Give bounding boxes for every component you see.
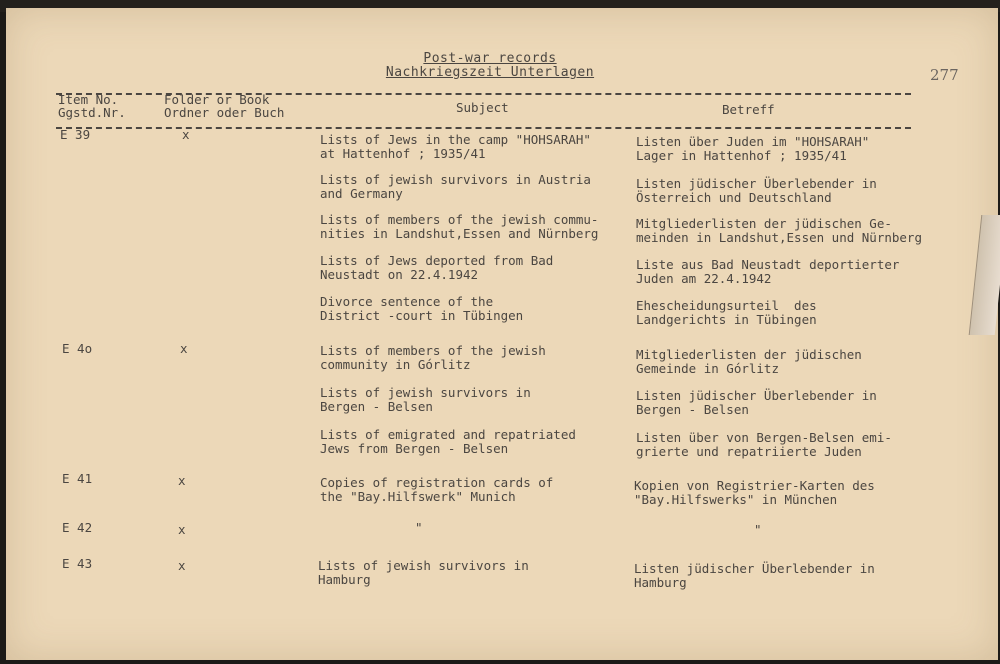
row-betreff: Listen jüdischer Überlebender in Bergen - Belsen <box>636 388 877 417</box>
row-subject: Lists of jewish survivors in Austria and Germany <box>320 172 591 201</box>
row-betreff: Listen jüdischer Überlebender in Hamburg <box>634 561 875 590</box>
row-betreff: Listen über Juden im "HOHSARAH" Lager in Hattenhof ; 1935/41 <box>636 134 870 163</box>
row-subject: " <box>415 520 423 535</box>
header-subject: Subject <box>456 100 509 115</box>
row-item-no: E 4o <box>62 341 93 356</box>
document-title-german: Nachkriegszeit Unterlagen <box>385 65 595 80</box>
row-folder: x <box>178 558 186 573</box>
row-subject: Lists of jewish survivors in Hamburg <box>318 558 529 587</box>
header-item-no: Item No. Ggstd.Nr. <box>58 92 126 120</box>
header-betreff: Betreff <box>722 102 775 117</box>
document-title-english: Post-war records <box>423 51 557 66</box>
row-subject: Lists of members of the jewish commu- nities in Landshut,Essen and Nürnberg <box>320 212 599 241</box>
row-subject: Divorce sentence of the District -court in Tübingen <box>320 294 524 323</box>
row-subject: Copies of registration cards of the "Bay.Hilfswerk" Munich <box>320 475 554 504</box>
row-item-no: E 42 <box>62 520 93 535</box>
page-number: 277 <box>930 66 959 84</box>
header-folder: Folder or Book Ordner oder Buch <box>164 92 285 120</box>
row-betreff: Listen jüdischer Überlebender in Österreich und Deutschland <box>636 176 877 205</box>
row-betreff: Listen über von Bergen-Belsen emi- grierte und repatriierte Juden <box>636 430 892 459</box>
row-folder: x <box>180 341 188 356</box>
row-subject: Lists of jewish survivors in Bergen - Belsen <box>320 385 531 414</box>
row-subject: Lists of Jews in the camp "HOHSARAH" at Hattenhof ; 1935/41 <box>320 132 591 161</box>
row-folder: x <box>178 473 186 488</box>
row-item-no: E 43 <box>62 556 93 571</box>
row-subject: Lists of Jews deported from Bad Neustadt on 22.4.1942 <box>320 253 554 282</box>
row-betreff: Kopien von Registrier-Karten des "Bay.Hilfswerks" in München <box>634 478 875 507</box>
row-betreff: Liste aus Bad Neustadt deportierter Juden am 22.4.1942 <box>636 257 900 286</box>
row-folder: x <box>178 522 186 537</box>
row-betreff: Mitgliederlisten der jüdischen Gemeinde in Górlitz <box>636 347 862 376</box>
row-folder: x <box>182 127 190 142</box>
row-betreff: Mitgliederlisten der jüdischen Ge- meinden in Landshut,Essen und Nürnberg <box>636 216 922 245</box>
row-subject: Lists of members of the jewish community in Górlitz <box>320 343 546 372</box>
row-betreff: " <box>754 522 762 537</box>
row-betreff: Ehescheidungsurteil des Landgerichts in Tübingen <box>636 298 817 327</box>
row-item-no: E 39 <box>60 127 91 142</box>
row-item-no: E 41 <box>62 471 93 486</box>
row-subject: Lists of emigrated and repatriated Jews from Bergen - Belsen <box>320 427 576 456</box>
